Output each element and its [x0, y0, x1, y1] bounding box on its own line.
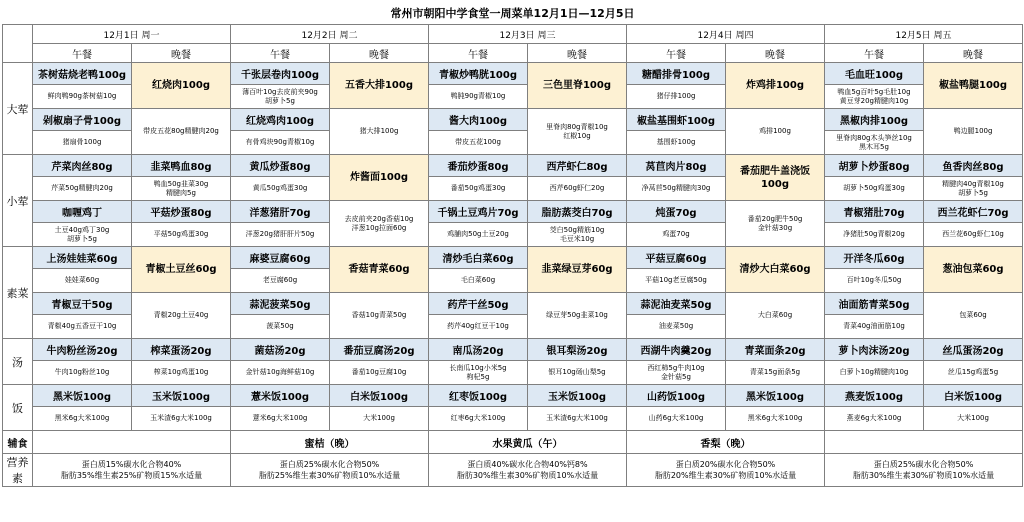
side-dish: 香梨（晚） — [627, 431, 825, 454]
dish-detail-line: 白萝卜10g精腱肉10g — [839, 368, 909, 376]
dish-name-line: 脂肪蒸茭白70g — [541, 208, 613, 219]
dish-detail-line: 大米100g — [363, 414, 395, 422]
dish-detail — [33, 315, 132, 339]
dish-detail — [924, 223, 1023, 247]
dish-name: 平菇豆腐60g — [627, 247, 726, 269]
category-vegetable: 素菜 — [3, 247, 33, 339]
dish-name-line: 三色里脊100g — [542, 80, 612, 91]
dish-detail — [429, 361, 528, 385]
dish-detail — [726, 407, 825, 431]
dish-name: 开洋冬瓜60g — [825, 247, 924, 269]
dish-detail-line: 百叶10g冬瓜50g — [846, 276, 902, 284]
dish-name: 茶树菇烧老鸭100g — [33, 63, 132, 85]
dish-name-line: 100g — [760, 178, 790, 190]
menu-title: 常州市朝阳中学食堂一周菜单12月1日—12月5日 — [390, 7, 635, 20]
dish-detail — [924, 177, 1023, 201]
dish-detail-line: 毛豆米10g — [559, 234, 595, 243]
dish-detail-line: 毛白菜60g — [460, 276, 496, 284]
dish-detail-line: 芹菜50g精腱肉20g — [51, 184, 113, 192]
dish-detail — [627, 269, 726, 293]
dish-detail — [825, 223, 924, 247]
lunch-header: 午餐 — [429, 44, 528, 63]
dish-detail-line: 基围虾100g — [656, 138, 696, 146]
dish-name: 黑米饭100g — [726, 385, 825, 407]
side-dish: 蜜桔（晚） — [231, 431, 429, 454]
dish-name — [924, 63, 1023, 109]
dish-detail-line: 娃娃菜60g — [64, 276, 100, 284]
dish-detail-line: 带皮五花80g精腱肉20g — [143, 127, 219, 135]
dish-name-line: 平菇炒蛋80g — [150, 208, 212, 219]
nutrition-info-line: 脂肪30%维生素30%矿物质10%水适量 — [456, 471, 599, 480]
dish-detail — [528, 109, 627, 155]
lunch-header: 午餐 — [231, 44, 330, 63]
dish-detail — [33, 85, 132, 109]
dish-name — [132, 155, 231, 177]
dish-name — [330, 63, 429, 109]
dish-name-line: 青椒土豆丝60g — [145, 264, 217, 275]
nutrition-info-line: 蛋白质20%碳水化合物50% — [675, 460, 776, 469]
category-nutrition: 营养素 — [3, 454, 33, 487]
dish-detail — [528, 223, 627, 247]
dish-detail — [132, 109, 231, 155]
dish-name — [528, 201, 627, 223]
dish-detail — [825, 131, 924, 155]
dish-detail — [825, 269, 924, 293]
dish-detail — [330, 361, 429, 385]
dish-name: 药芹干丝50g — [429, 293, 528, 315]
dish-name — [924, 155, 1023, 177]
dish-name: 千锅土豆鸡片70g — [429, 201, 528, 223]
dish-name — [528, 63, 627, 109]
dinner-header: 晚餐 — [528, 44, 627, 63]
dish-name: 上汤娃娃菜60g — [33, 247, 132, 269]
dish-detail-line: 洋葱20g猪肝肝片50g — [245, 230, 315, 238]
lunch-header: 午餐 — [627, 44, 726, 63]
dish-name — [726, 155, 825, 201]
dish-detail — [924, 361, 1023, 385]
dish-detail-line: 净莴苣50g精腱肉30g — [641, 184, 711, 192]
dish-name: 燕麦饭100g — [825, 385, 924, 407]
dish-detail — [429, 407, 528, 431]
dish-detail — [231, 269, 330, 293]
dish-detail-line: 榨菜10g鸡蛋10g — [153, 368, 209, 376]
dish-name: 清炒毛白菜60g — [429, 247, 528, 269]
dish-name — [132, 247, 231, 293]
dish-name — [132, 201, 231, 223]
dish-detail — [132, 293, 231, 339]
dish-detail — [627, 361, 726, 385]
dish-name-line: 香菇青菜60g — [348, 264, 410, 275]
dish-detail — [429, 131, 528, 155]
dish-detail-line: 薄百叶10g去皮前夹90g — [242, 87, 318, 96]
dish-name-line: 西兰花虾仁70g — [937, 208, 1009, 219]
dish-detail — [231, 223, 330, 247]
day-header: 12月2日 周二 — [231, 25, 429, 44]
dish-detail — [231, 131, 330, 155]
dish-detail-line: 洋葱10g拉面60g — [351, 223, 407, 232]
dish-detail-line: 鸭血5g百叶5g毛肚10g — [837, 87, 911, 96]
dish-detail-line: 番茄50g鸡蛋30g — [450, 184, 506, 192]
dish-name-line: 炸酱面100g — [349, 172, 409, 183]
dish-name: 薏米饭100g — [231, 385, 330, 407]
nutrition-info — [33, 454, 231, 487]
dish-detail — [429, 315, 528, 339]
nutrition-info-line: 蛋白质40%碳水化合物40%钙8% — [467, 460, 588, 469]
dish-detail-line: 鸭边腿100g — [953, 127, 993, 135]
dish-detail-line: 猪扇骨100g — [62, 138, 102, 146]
dish-detail-line: 土豆40g鸡丁30g — [54, 225, 110, 234]
dish-detail-line: 红椒10g — [563, 131, 591, 140]
dish-detail — [627, 315, 726, 339]
dish-detail — [330, 293, 429, 339]
dish-detail-line: 番茄20g肥牛50g — [747, 214, 803, 223]
dish-detail — [825, 407, 924, 431]
dinner-header: 晚餐 — [330, 44, 429, 63]
dish-name: 剁椒扇子骨100g — [33, 109, 132, 131]
dish-detail — [33, 223, 132, 247]
dish-detail-line: 鸡脯肉50g土豆20g — [447, 230, 509, 238]
category-soup: 汤 — [3, 339, 33, 385]
dish-detail — [627, 177, 726, 201]
dish-name: 蒜泥菠菜50g — [231, 293, 330, 315]
dish-name-line: 炸鸡排100g — [745, 80, 805, 91]
dish-name — [726, 247, 825, 293]
dish-detail — [924, 109, 1023, 155]
dish-name-line: 番茄肥牛盖浇饭 — [740, 165, 810, 177]
side-dish: 水果黄瓜（午） — [429, 431, 627, 454]
dish-name-line: 红烧肉100g — [151, 80, 211, 91]
dish-detail — [231, 85, 330, 109]
dish-detail — [33, 407, 132, 431]
dish-detail-line: 里脊肉80g木头笋丝10g — [836, 133, 912, 142]
dish-name-line: 韭菜绿豆芽60g — [541, 264, 613, 275]
dish-detail-line: 薏米6g大米100g — [252, 414, 308, 422]
dish-detail-line: 金针菇30g — [757, 223, 793, 232]
nutrition-info-line: 脂肪35%维生素25%矿物质15%水适量 — [60, 471, 203, 480]
dish-detail — [429, 177, 528, 201]
dish-detail — [429, 85, 528, 109]
dish-name-line: 葱油包菜60g — [942, 264, 1004, 275]
dish-detail-line: 丝瓜15g鸡蛋5g — [947, 368, 999, 376]
dish-name: 千张层卷肉100g — [231, 63, 330, 85]
dish-name-line: 西芹虾仁80g — [546, 162, 608, 173]
dish-detail-line: 胡萝卜5g — [958, 188, 988, 197]
dish-name: 黄瓜炒蛋80g — [231, 155, 330, 177]
dish-detail — [231, 315, 330, 339]
dish-detail-line: 青菜40g油面筋10g — [843, 322, 905, 330]
dish-detail-line: 平菇50g鸡蛋30g — [153, 230, 209, 238]
dish-detail-line: 西兰花60g虾仁10g — [942, 230, 1004, 238]
dish-name: 丝瓜蛋汤20g — [924, 339, 1023, 361]
dish-detail-line: 红枣6g大米100g — [450, 414, 506, 422]
dish-name: 番茄豆腐汤20g — [330, 339, 429, 361]
dish-name: 萝卜肉沫汤20g — [825, 339, 924, 361]
nutrition-info-line: 蛋白质25%碳水化合物50% — [873, 460, 974, 469]
dish-detail — [726, 293, 825, 339]
dinner-header: 晚餐 — [924, 44, 1023, 63]
dish-detail — [726, 109, 825, 155]
corner-cell — [3, 25, 33, 63]
dish-detail — [825, 315, 924, 339]
dish-detail — [627, 85, 726, 109]
dish-name: 榨菜蛋汤20g — [132, 339, 231, 361]
dinner-header: 晚餐 — [132, 44, 231, 63]
dish-detail-line: 净猪肚50g青椒20g — [843, 230, 905, 238]
dish-detail — [528, 293, 627, 339]
category-side: 辅食 — [3, 431, 33, 454]
dish-detail-line: 胡萝卜5g — [67, 234, 97, 243]
dish-detail-line: 青菜15g面条5g — [749, 368, 801, 376]
dish-detail — [825, 177, 924, 201]
lunch-header: 午餐 — [825, 44, 924, 63]
dish-detail — [924, 293, 1023, 339]
dish-name — [330, 155, 429, 201]
dish-detail-line: 金针菇10g海鲜菇10g — [245, 368, 315, 376]
dish-detail — [330, 407, 429, 431]
dish-detail — [726, 201, 825, 247]
lunch-header: 午餐 — [33, 44, 132, 63]
dish-detail-line: 燕麦6g大米100g — [846, 414, 902, 422]
dish-name: 青椒猪肚70g — [825, 201, 924, 223]
dish-name: 咖喱鸡丁 — [33, 201, 132, 223]
dish-detail-line: 玉米渣6g大米100g — [546, 414, 608, 422]
dish-name: 莴苣肉片80g — [627, 155, 726, 177]
dish-detail — [330, 109, 429, 155]
dish-detail — [429, 223, 528, 247]
dish-name: 玉米饭100g — [528, 385, 627, 407]
dish-detail-line: 带皮五花100g — [455, 138, 501, 146]
dish-name: 菌菇汤20g — [231, 339, 330, 361]
dish-name: 红枣饭100g — [429, 385, 528, 407]
dish-detail — [726, 361, 825, 385]
dish-name: 青菜面条20g — [726, 339, 825, 361]
dish-detail — [33, 177, 132, 201]
dish-detail-line: 黄瓜50g鸡蛋30g — [252, 184, 308, 192]
nutrition-info-line: 蛋白质25%碳水化合物50% — [279, 460, 380, 469]
dish-detail-line: 西红柿5g牛肉10g — [647, 363, 705, 372]
dish-name: 山药饭100g — [627, 385, 726, 407]
dish-name: 银耳梨汤20g — [528, 339, 627, 361]
dish-detail-line: 平菇10g老豆腐50g — [645, 276, 707, 284]
nutrition-info — [429, 454, 627, 487]
dish-name — [528, 155, 627, 177]
dish-name-line: 鱼香肉丝80g — [942, 162, 1004, 173]
dish-detail-line: 大米100g — [957, 414, 989, 422]
dish-name: 西湖牛肉羹20g — [627, 339, 726, 361]
dish-detail-line: 鸡蛋70g — [662, 230, 690, 238]
category-small-meat: 小荤 — [3, 155, 33, 247]
dish-detail-line: 茭白50g精筋10g — [549, 225, 605, 234]
dish-detail — [132, 177, 231, 201]
dish-name: 麻婆豆腐60g — [231, 247, 330, 269]
dish-detail-line: 里脊肉80g青椒10g — [546, 122, 608, 131]
dish-detail — [627, 407, 726, 431]
dish-detail-line: 青椒20g土豆40g — [153, 311, 209, 319]
side-dish — [825, 431, 1023, 454]
dish-name: 白米饭100g — [924, 385, 1023, 407]
dish-detail-line: 香菇10g青菜50g — [351, 311, 407, 319]
dish-detail — [33, 361, 132, 385]
dish-name: 青椒豆干50g — [33, 293, 132, 315]
dish-detail — [528, 407, 627, 431]
dish-detail-line: 鸡排100g — [759, 127, 791, 135]
dish-name: 牛肉粉丝汤20g — [33, 339, 132, 361]
nutrition-info — [627, 454, 825, 487]
dish-name: 蒜泥油麦菜50g — [627, 293, 726, 315]
dish-name — [924, 247, 1023, 293]
dish-detail — [33, 269, 132, 293]
dish-detail — [132, 223, 231, 247]
dish-detail-line: 油麦菜50g — [658, 322, 694, 330]
dish-detail — [33, 131, 132, 155]
dish-name: 胡萝卜炒蛋80g — [825, 155, 924, 177]
dish-detail — [429, 269, 528, 293]
dish-name — [726, 63, 825, 109]
dish-name: 油面筋青菜50g — [825, 293, 924, 315]
dish-detail — [231, 361, 330, 385]
dish-name: 番茄炒蛋80g — [429, 155, 528, 177]
dish-name: 毛血旺100g — [825, 63, 924, 85]
dish-detail-line: 长南瓜10g小米5g — [449, 363, 507, 372]
dish-detail — [825, 85, 924, 109]
dish-detail-line: 西芹60g虾仁20g — [549, 184, 605, 192]
dish-detail-line: 去皮前夹20g香菇10g — [344, 214, 414, 223]
dish-name-line: 清炒大白菜60g — [739, 264, 811, 275]
dish-detail-line: 大白菜60g — [757, 311, 793, 319]
dish-detail-line: 山药6g大米100g — [648, 414, 704, 422]
dish-detail — [231, 177, 330, 201]
dish-detail-line: 胡萝卜50g鸡蛋30g — [843, 184, 905, 192]
dish-detail-line: 牛肉10g粉丝10g — [54, 368, 110, 376]
dish-detail-line: 黑木耳5g — [859, 142, 889, 151]
category-big-meat: 大荤 — [3, 63, 33, 155]
dish-detail-line: 猪大排100g — [359, 127, 399, 135]
dish-detail-line: 番茄10g豆腐10g — [351, 368, 407, 376]
dish-detail — [528, 177, 627, 201]
dish-detail-line: 黑米6g大米100g — [54, 414, 110, 422]
day-header: 12月1日 周一 — [33, 25, 231, 44]
weekly-menu-table — [2, 2, 1023, 487]
dish-name: 酱大肉100g — [429, 109, 528, 131]
dish-detail — [825, 361, 924, 385]
dish-name-line: 五香大排100g — [344, 80, 414, 91]
dish-detail-line: 鸭肫90g青椒10g — [450, 92, 506, 100]
dish-detail-line: 包菜60g — [959, 311, 987, 319]
dish-detail-line: 枸杞5g — [466, 372, 490, 381]
nutrition-info-line: 蛋白质15%碳水化合物40% — [81, 460, 182, 469]
dish-detail-line: 玉米渣6g大米100g — [150, 414, 212, 422]
dish-detail — [330, 201, 429, 247]
dish-detail-line: 金针菇5g — [661, 372, 691, 381]
side-dish — [33, 431, 231, 454]
dish-name — [528, 247, 627, 293]
dish-name: 芹菜肉丝80g — [33, 155, 132, 177]
dish-detail-line: 胡萝卜5g — [265, 96, 295, 105]
dish-detail-line: 药芹40g红豆干10g — [447, 322, 509, 330]
nutrition-info — [825, 454, 1023, 487]
dish-detail-line: 绿豆芽50g韭菜10g — [546, 311, 608, 319]
dish-name — [330, 247, 429, 293]
dish-name: 玉米饭100g — [132, 385, 231, 407]
dish-detail-line: 精腱肉5g — [166, 188, 196, 197]
nutrition-info-line: 脂肪30%维生素30%矿物质10%水适量 — [852, 471, 995, 480]
dish-detail-line: 鲜肉鸭90g茶树菇10g — [47, 92, 117, 100]
dish-detail-line: 猪仔排100g — [656, 92, 696, 100]
dish-detail-line: 精腱肉40g青椒10g — [942, 179, 1004, 188]
dish-detail — [132, 361, 231, 385]
dinner-header: 晚餐 — [726, 44, 825, 63]
category-rice: 饭 — [3, 385, 33, 431]
dish-detail — [528, 361, 627, 385]
dish-detail-line: 鸭血50g韭菜30g — [153, 179, 209, 188]
dish-detail — [924, 407, 1023, 431]
dish-name: 炖蛋70g — [627, 201, 726, 223]
dish-detail-line: 有骨鸡块90g青椒10g — [245, 138, 315, 146]
day-header: 12月4日 周四 — [627, 25, 825, 44]
dish-name: 椒盐基围虾100g — [627, 109, 726, 131]
dish-name: 糖醋排骨100g — [627, 63, 726, 85]
dish-name: 青椒炒鸭胱100g — [429, 63, 528, 85]
day-header: 12月5日 周五 — [825, 25, 1023, 44]
dish-detail — [627, 223, 726, 247]
dish-detail-line: 青椒40g五香豆干10g — [47, 322, 117, 330]
dish-name — [132, 63, 231, 109]
dish-name: 红烧鸡肉100g — [231, 109, 330, 131]
dish-name: 洋葱猪肝70g — [231, 201, 330, 223]
dish-detail-line: 黄豆芽20g精腱肉10g — [839, 96, 909, 105]
nutrition-info — [231, 454, 429, 487]
day-header: 12月3日 周三 — [429, 25, 627, 44]
dish-name-line: 椒盐鸭腿100g — [938, 80, 1008, 91]
dish-name: 黑米饭100g — [33, 385, 132, 407]
dish-name — [924, 201, 1023, 223]
dish-name: 黑椒肉排100g — [825, 109, 924, 131]
dish-detail-line: 银耳10g砀山梨5g — [548, 368, 606, 376]
dish-name: 白米饭100g — [330, 385, 429, 407]
dish-name-line: 韭菜鸭血80g — [150, 162, 212, 173]
dish-detail-line: 黑米6g大米100g — [747, 414, 803, 422]
dish-detail — [132, 407, 231, 431]
dish-detail — [627, 131, 726, 155]
dish-detail-line: 老豆腐60g — [262, 276, 298, 284]
nutrition-info-line: 脂肪20%维生素30%矿物质10%水适量 — [654, 471, 797, 480]
dish-detail-line: 菠菜50g — [266, 322, 294, 330]
dish-detail — [231, 407, 330, 431]
dish-name: 南瓜汤20g — [429, 339, 528, 361]
nutrition-info-line: 脂肪25%维生素30%矿物质10%水适量 — [258, 471, 401, 480]
